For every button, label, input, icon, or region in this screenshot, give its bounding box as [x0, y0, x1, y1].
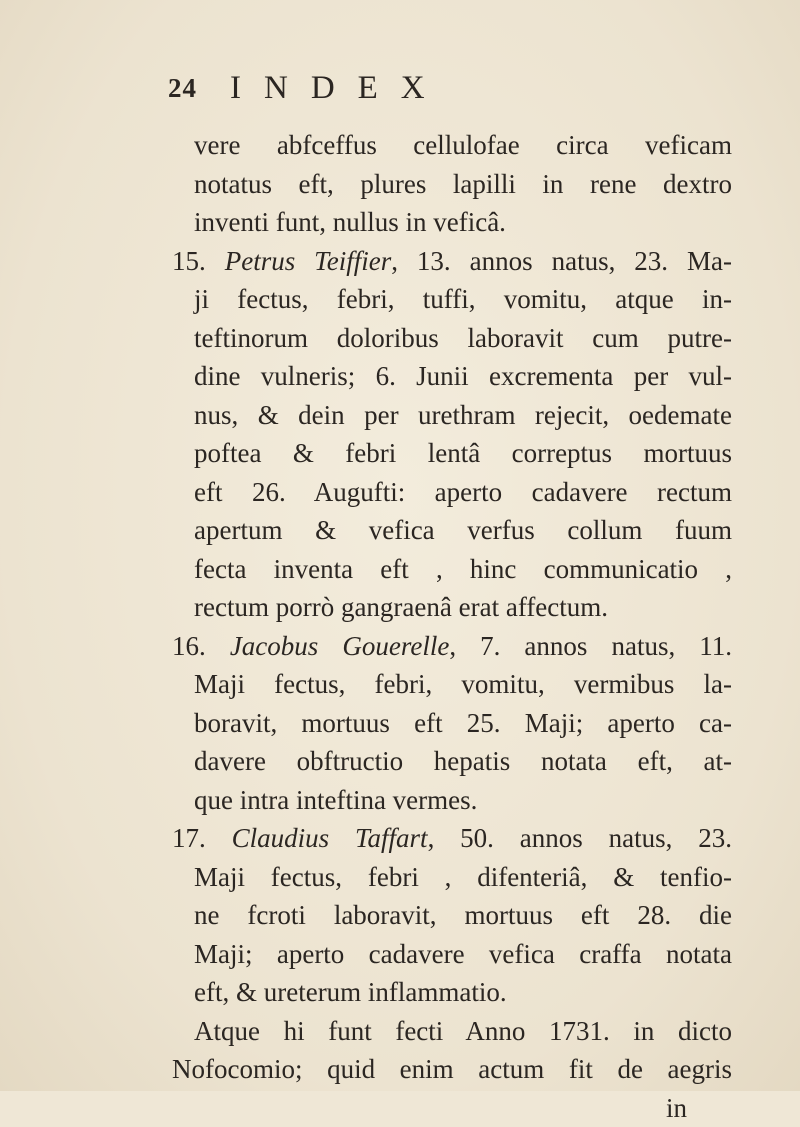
text-segment: 15. — [172, 246, 225, 276]
text-segment: inventi funt, nullus in veficâ. — [194, 207, 506, 237]
text-segment: Maji; aperto cadavere vefica craffa notata — [194, 939, 732, 969]
text-line — [172, 434, 732, 473]
text-segment: fecta inventa eft , hinc communicatio , — [194, 554, 732, 584]
text-line — [172, 1050, 732, 1089]
running-head: INDEX — [230, 70, 448, 107]
text-line — [172, 858, 732, 897]
text-segment: eft, & ureterum inflammatio. — [194, 977, 507, 1007]
text-segment: Nofocomio; quid enim actum fit de aegris — [172, 1054, 732, 1084]
text-segment: Atque hi funt fecti Anno 1731. in dicto — [194, 1016, 732, 1046]
person-name: Jacobus Gouerelle — [230, 631, 450, 661]
text-line — [172, 511, 732, 550]
page-header — [0, 70, 800, 114]
text-line — [172, 396, 732, 435]
person-name: Petrus Teiffier — [225, 246, 391, 276]
text-segment: nus, & dein per urethram rejecit, oedemate — [194, 400, 732, 430]
text-segment: notatus eft, plures lapilli in rene dextro — [194, 169, 732, 199]
text-segment: eft 26. Augufti: aperto cadavere rectum — [194, 477, 732, 507]
text-line — [172, 550, 732, 589]
text-segment: dine vulneris; 6. Junii excrementa per vul- — [194, 361, 732, 391]
text-segment: poftea & febri lentâ correptus mortuus — [194, 438, 732, 468]
text-line — [172, 357, 732, 396]
catchword — [172, 1089, 732, 1127]
text-line — [172, 819, 732, 858]
text-segment: , 50. annos natus, 23. — [428, 823, 732, 853]
text-line — [172, 742, 732, 781]
text-segment: davere obftructio hepatis notata eft, at- — [194, 746, 732, 776]
text-segment: ne fcroti laboravit, mortuus eft 28. die — [194, 900, 732, 930]
text-line — [172, 588, 732, 627]
text-line — [172, 280, 732, 319]
text-line — [172, 203, 732, 242]
text-line — [172, 704, 732, 743]
text-segment: in — [666, 1093, 687, 1123]
text-segment: Maji fectus, febri , difenteriâ, & tenfio- — [194, 862, 732, 892]
text-segment: 17. — [172, 823, 232, 853]
text-segment: , 13. annos natus, 23. Ma- — [391, 246, 732, 276]
text-segment: teftinorum doloribus laboravit cum putre- — [194, 323, 732, 353]
text-line — [172, 627, 732, 666]
text-line — [172, 1012, 732, 1051]
text-segment: vere abfceffus cellulofae circa veficam — [194, 130, 732, 160]
text-segment: 16. — [172, 631, 230, 661]
text-line — [172, 319, 732, 358]
text-segment: boravit, mortuus eft 25. Maji; aperto ca- — [194, 708, 732, 738]
text-line — [172, 665, 732, 704]
text-line — [172, 935, 732, 974]
text-segment: rectum porrò gangraenâ erat affectum. — [194, 592, 608, 622]
text-segment: Maji fectus, febri, vomitu, vermibus la- — [194, 669, 732, 699]
body-text — [172, 126, 732, 1127]
text-line — [172, 165, 732, 204]
text-segment: apertum & vefica verfus collum fuum — [194, 515, 732, 545]
text-line — [172, 473, 732, 512]
text-segment: que intra inteftina vermes. — [194, 785, 477, 815]
text-line — [172, 126, 732, 165]
page-number: 24 — [168, 73, 197, 104]
text-segment: ji fectus, febri, tuffi, vomitu, atque in- — [194, 284, 732, 314]
text-segment: , 7. annos natus, 11. — [449, 631, 732, 661]
person-name: Claudius Taffart — [232, 823, 428, 853]
text-line — [172, 242, 732, 281]
text-line — [172, 973, 732, 1012]
text-line — [172, 781, 732, 820]
text-line — [172, 896, 732, 935]
